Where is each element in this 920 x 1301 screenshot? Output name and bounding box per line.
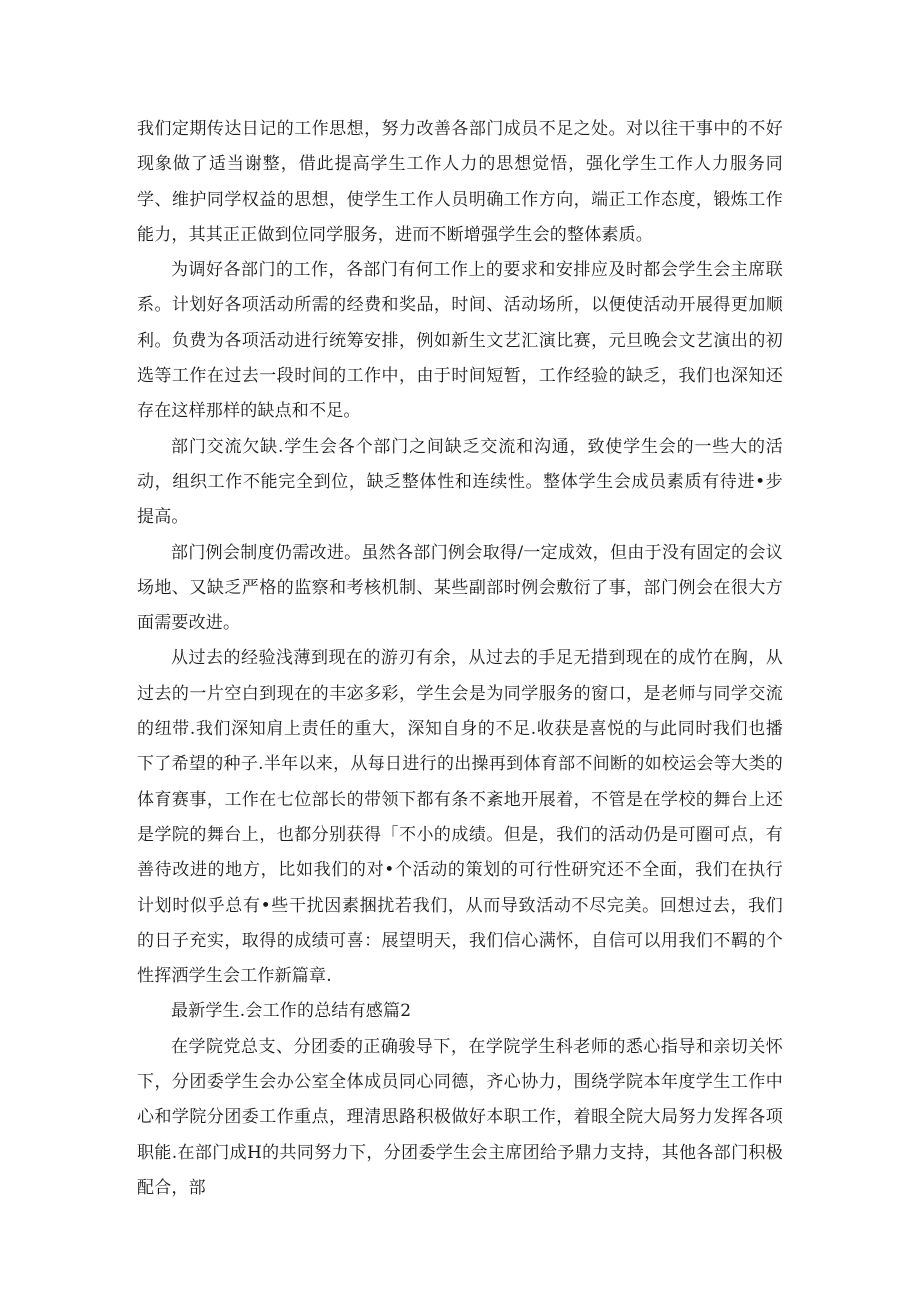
- section-heading: 最新学生.会工作的总结有感篇2: [171, 1001, 412, 1022]
- paragraph-1: 我们定期传达日记的工作思想，努力改善各部门成员不足之处。对以往干事中的不好现象做了适当谢整，借此提高学生工作人力的思想觉悟，强化学生工作人力服务同学、维护同学权益的思想，使学生工作人员明确工作方向，端正工作态度，锻炼工作能力，其其正正做到位同学服务，进而不断增强学生会的整体素质。: [137, 119, 783, 245]
- paragraph-4: 部门例会制度仍需改进。虽然各部门例会取得/一定成效，但由于没有固定的会议场地、又缺乏严格的监察和考核机制、某些副部时例会敷衍了事，部门例会在很大方面需要改进。: [137, 542, 783, 634]
- paragraph-5: 从过去的经验浅薄到现在的游刃有余，从过去的手足无措到现在的成竹在胸，从过去的一片空白到现在的丰宓多彩，学生会是为同学服务的窗口，是老师与同学交流的纽带.我们深知肩上责任的重大，深知自身的不足.收获是喜悦的与此同时我们也播下了希望的种子.半年以来，从每日进行的出操再到体育部不间断的如校运会等大类的体育赛事，工作在七位部长的带领下都有条不紊地开展着，不管是在学校的舞台上还是学院的舞台上，也都分别获得「不小的成绩。但是，我们的活动仍是可圈可点，有善待改进的地方，比如我们的对•个活动的策划的可行性研究还不全面，我们在执行计划时似乎总有•些干扰因素捆扰若我们，从而导致活动不尽完美。回想过去，我们的日子充实，取得的成绩可喜：展望明天，我们信心满怀，自信可以用我们不羁的个性挥洒学生会工作新篇章.: [137, 648, 783, 987]
- paragraph-3: 部门交流欠缺.学生会各个部门之间缺乏交流和沟通，致使学生会的一些大的活动，组织工作不能完全到位，缺乏整体性和连续性。整体学生会成员素质有待进•步提高。: [137, 436, 783, 528]
- paragraph-2: 为调好各部门的工作，各部门有何工作上的要求和安排应及时都会学生会主席联系。计划好各项活动所需的经费和奖品，时间、活动场所，以便使活动开展得更加顺利。负费为各项活动进行统筹安排，例如新生文艺汇演比赛，元旦晚会文艺演出的初选等工作在过去一段时间的工作中，由于时间短暂，工作经验的缺乏，我们也深知还存在这样那样的缺点和不足。: [137, 260, 783, 422]
- paragraph-7: 在学院党总支、分团委的正确骏导下，在学院学生科老师的悉心指导和亲切关怀下，分团委学生会办公室全体成员同心同德，齐心协力，围绕学院本年度学生工作中心和学院分团委工作重点，理清思路积极做好本职工作，着眼全院大局努力发挥各项职能.在部门成H的共同努力下，分团委学生会主席团给予鼎力支持，其他各部门积极配合，部: [137, 1036, 783, 1198]
- document-body: [137, 112, 783, 1206]
